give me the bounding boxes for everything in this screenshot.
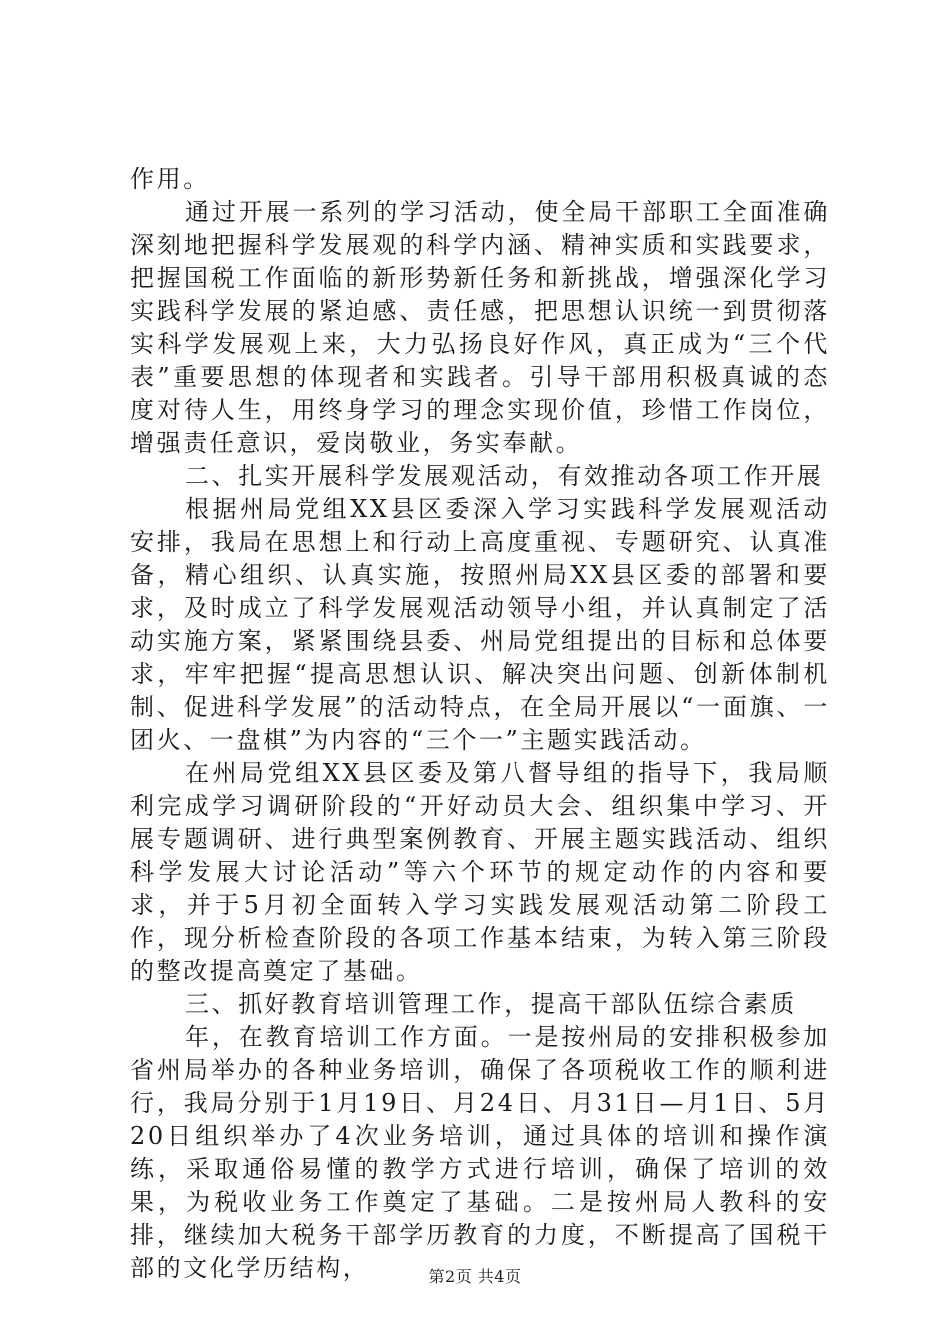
paragraph-continuation: 作用。	[130, 165, 210, 193]
paragraph-study-activities: 通过开展一系列的学习活动，使全局干部职工全面准确深刻地把握科学发展观的科学内涵、精神实质和实践要求，把握国税工作面临的新形势新任务和新挑战，增强深化学习实践科学发展的紧迫感、责任感，把思想认识统一到贯彻落实科学发展观上来，大力弘扬良好作风，真正成为“三个代表”重要思想的体现者和实践者。引导干部用积极真诚的态度对待人生，用终身学习的理念实现价值，珍惜工作岗位，增强责任意识，爱岗敬业，务实奉献。	[130, 198, 830, 457]
paragraph-guidance-progress: 在州局党组XX县区委及第八督导组的指导下，我局顺利完成学习调研阶段的“开好动员大会、组织集中学习、开展专题调研、进行典型案例教育、开展主题实践活动、组织科学发展大讨论活动”等六个环节的规定动作的内容和要求，并于5月初全面转入学习实践发展观活动第二阶段工作，现分析检查阶段的各项工作基本结束，为转入第三阶段的整改提高奠定了基础。	[130, 759, 830, 985]
paragraph-activity-arrangement: 根据州局党组XX县区委深入学习实践科学发展观活动安排，我局在思想上和行动上高度重视、专题研究、认真准备，精心组织、认真实施，按照州局XX县区委的部署和要求，及时成立了科学发展观活动领导小组，并认真制定了活动实施方案，紧紧围绕县委、州局党组提出的目标和总体要求，牢牢把握“提高思想认识、解决突出问题、创新体制机制、促进科学发展”的活动特点，在全局开展以“一面旗、一团火、一盘棋”为内容的“三个一”主题实践活动。	[130, 495, 830, 754]
section-heading-2: 二、扎实开展科学发展观活动，有效推动各项工作开展	[185, 462, 824, 490]
paragraph-training-work: 年，在教育培训工作方面。一是按州局的安排积极参加省州局举办的各种业务培训，确保了各项税收工作的顺利进行，我局分别于1月19日、月24日、月31日—月1日、5月20日组织举办了4次业务培训，通过具体的培训和操作演练，采取通俗易懂的教学方式进行培训，确保了培训的效果，为税收业务工作奠定了基础。二是按州局人教科的安排，继续加大税务干部学历教育的力度，不断提高了国税干部的文化学历结构，	[130, 1023, 830, 1282]
section-heading-3: 三、抓好教育培训管理工作，提高干部队伍综合素质	[185, 990, 797, 1018]
page-number-footer: 第2页 共4页	[428, 1267, 522, 1286]
document-body	[130, 163, 830, 1285]
